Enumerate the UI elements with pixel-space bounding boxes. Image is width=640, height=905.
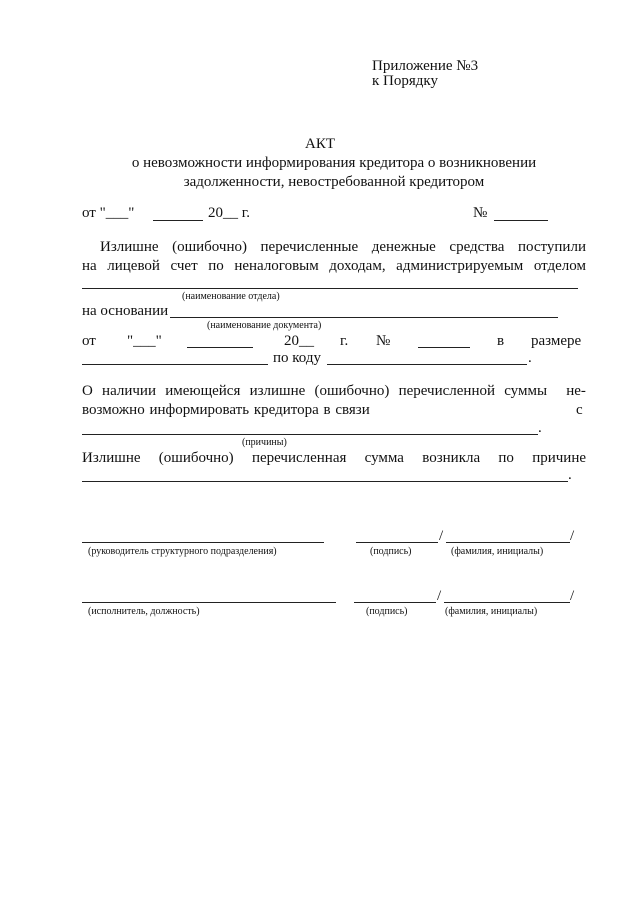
row-ot-number-blank[interactable] — [418, 347, 470, 348]
word: информировать — [149, 402, 250, 418]
word: возникла — [422, 450, 481, 466]
word: (ошибочно) — [314, 383, 390, 399]
word: по — [208, 258, 224, 274]
word: счет — [170, 258, 198, 274]
row-ot-g: г. — [340, 333, 349, 349]
executor-position-blank[interactable] — [82, 602, 336, 603]
word: причине — [532, 450, 586, 466]
row-ot-label: от — [82, 333, 96, 349]
head-signature-blank[interactable] — [356, 542, 438, 543]
word: неналоговым — [234, 258, 319, 274]
row-ot-year: 20__ — [284, 333, 314, 349]
appendix-label: Приложение №3 — [372, 58, 479, 74]
date-year: 20__ г. — [208, 205, 250, 221]
executor-name-blank[interactable] — [444, 602, 570, 603]
document-subtitle-line1: о невозможности информирования кредитора о возникновении — [131, 155, 537, 171]
appendix-order: к Порядку — [372, 73, 438, 89]
document-name-blank[interactable] — [170, 317, 558, 318]
word: администрируемым — [396, 258, 524, 274]
amount-blank[interactable] — [82, 364, 268, 365]
row-ot-day: "___" — [127, 333, 162, 349]
word: (ошибочно) — [158, 450, 234, 466]
act-number-blank[interactable] — [494, 220, 548, 221]
row-ot-size: размере — [531, 333, 582, 349]
head-slash-left: / — [439, 528, 444, 544]
head-signature-caption: (подпись) — [370, 546, 412, 557]
reasons-caption: (причины) — [242, 437, 287, 448]
word: кредитора — [253, 402, 319, 418]
head-name-blank[interactable] — [446, 542, 570, 543]
word: перечисленные — [260, 239, 359, 255]
word: по — [498, 450, 514, 466]
head-position-blank[interactable] — [82, 542, 324, 543]
row-ot-month-blank[interactable] — [187, 347, 253, 348]
para3-line2-end: . — [568, 467, 572, 483]
date-month-blank[interactable] — [153, 220, 203, 221]
para1-line2 — [82, 258, 586, 275]
act-number-label: № — [473, 205, 488, 221]
word: отделом — [533, 258, 586, 274]
word: возможно — [82, 402, 145, 418]
word: поступили — [517, 239, 586, 255]
word: средства — [449, 239, 505, 255]
document-subtitle-line2: задолженности, невостребованной кредитором — [183, 174, 485, 190]
word: Излишне — [82, 450, 141, 466]
word: в — [323, 402, 331, 418]
row-ot-number-label: № — [376, 333, 391, 349]
para1-line1 — [100, 239, 586, 256]
head-name-caption: (фамилия, инициалы) — [451, 546, 544, 557]
executor-signature-caption: (подпись) — [366, 606, 408, 617]
executor-caption: (исполнитель, должность) — [88, 606, 200, 617]
word: связи — [335, 402, 370, 418]
word: лицевой — [107, 258, 160, 274]
word: сумма — [364, 450, 404, 466]
word: не- — [566, 383, 586, 399]
by-code-end: . — [528, 350, 532, 366]
cause-blank[interactable] — [82, 481, 568, 482]
document-caption: (наименование документа) — [207, 320, 322, 331]
head-caption: (руководитель структурного подразделения) — [88, 546, 277, 557]
executor-signature-blank[interactable] — [354, 602, 436, 603]
department-blank[interactable] — [82, 288, 578, 289]
word: Излишне — [100, 239, 159, 255]
word: на — [82, 258, 97, 274]
para2-line1 — [82, 383, 586, 400]
word: доходам, — [329, 258, 386, 274]
word: суммы — [504, 383, 548, 399]
para2-line3-end: . — [538, 420, 542, 436]
date-prefix: от "___" — [82, 205, 135, 221]
executor-slash-left: / — [437, 588, 442, 604]
word: перечисленной — [398, 383, 496, 399]
word: излишне — [249, 383, 306, 399]
word: денежные — [371, 239, 436, 255]
head-slash-right: / — [570, 528, 575, 544]
document-title: АКТ — [305, 136, 335, 152]
executor-name-caption: (фамилия, инициалы) — [445, 606, 538, 617]
by-code-label: по коду — [273, 350, 322, 366]
word: (ошибочно) — [172, 239, 247, 255]
word: наличии — [102, 383, 156, 399]
executor-slash-right: / — [570, 588, 575, 604]
basis-label: на основании — [82, 303, 169, 319]
para2-line2-end: с — [576, 402, 583, 418]
code-blank[interactable] — [327, 364, 527, 365]
department-caption: (наименование отдела) — [182, 291, 280, 302]
row-ot-in: в — [497, 333, 505, 349]
word: О — [82, 383, 93, 399]
para2-line2 — [82, 402, 370, 419]
para3-line1 — [82, 450, 586, 467]
word: имеющейся — [165, 383, 241, 399]
word: перечисленная — [251, 450, 347, 466]
reasons-blank[interactable] — [82, 434, 538, 435]
